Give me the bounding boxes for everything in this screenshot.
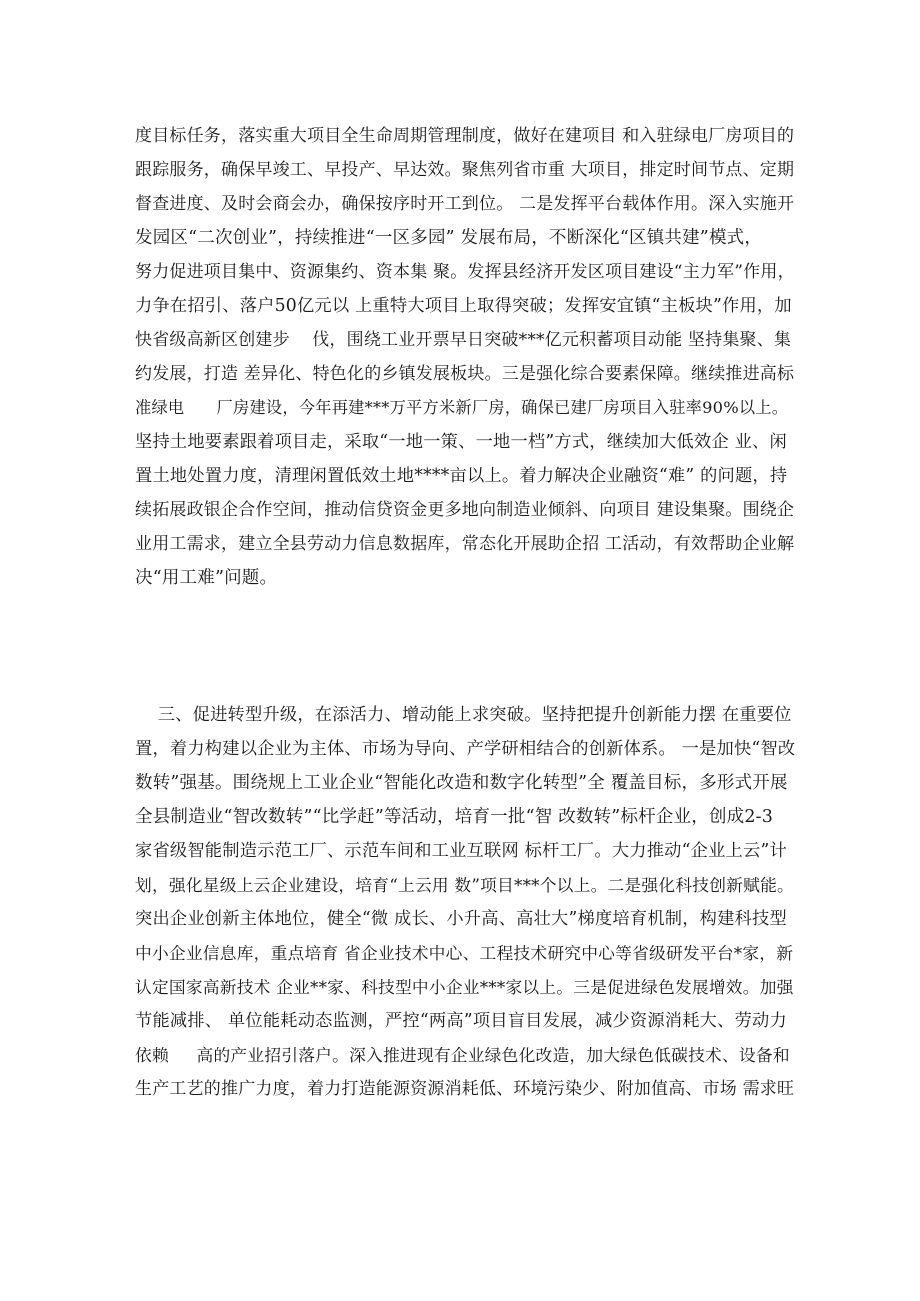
text-line: 业用工需求，建立全县劳动力信息数据库，常态化开展助企招 工活动，有效帮助企业解 bbox=[135, 534, 795, 554]
text-line: 决“用工难”问题。 bbox=[135, 568, 278, 588]
text-line: 置，着力构建以企业为主体、市场为导向、产学研相结合的创新体系。 一是加快“智改 bbox=[135, 739, 796, 759]
text-line: 坚持土地要素跟着项目走，采取“一地一策、一地一档”方式，继续加大低效企 业、闲 bbox=[135, 432, 787, 452]
text-line: 度目标任务，落实重大项目全生命周期管理制度，做好在建项目 和入驻绿电厂房项目的 bbox=[135, 126, 795, 146]
text-line: 快省级高新区创建步 伐，围绕工业开票早日突破***亿元积蓄项目动能 坚持集聚、集 bbox=[135, 330, 792, 350]
text-line: 力争在招引、落户50亿元以 上重特大项目上取得突破；发挥安宜镇“主板块”作用，加 bbox=[135, 296, 792, 316]
text-line: 努力促进项目集中、资源集约、资本集 聚。发挥县经济开发区项目建设“主力军”作用， bbox=[135, 262, 795, 282]
text-line: 发园区“二次创业”，持续推进“一区多园” 发展布局，不断深化“区镇共建”模式， bbox=[135, 228, 763, 248]
text-line: 认定国家高新技术 企业**家、科技型中小企业***家以上。三是促进绿色发展增效。加强 bbox=[135, 977, 794, 997]
text-line: 督查进度、及时会商会办，确保按序时开工到位。 二是发挥平台载体作用。深入实施开 bbox=[135, 194, 795, 214]
text-line: 三、促进转型升级，在添活力、增动能上求突破。坚持把提升创新能力摆 在重要位 bbox=[135, 705, 792, 725]
paragraph bbox=[135, 119, 795, 595]
text-line: 节能减排、 单位能耗动态监测，严控“两高”项目盲目发展，减少资源消耗大、劳动力 bbox=[135, 1011, 787, 1031]
text-line: 准绿电 厂房建设，今年再建***万平方米新厂房，确保已建厂房项目入驻率90%以上。 bbox=[135, 398, 789, 417]
paragraph bbox=[135, 698, 795, 1106]
text-line: 跟踪服务，确保早竣工、早投产、早达效。聚焦列省市重 大项目，排定时间节点、定期 bbox=[135, 160, 795, 180]
text-line: 置土地处置力度，清理闲置低效土地****亩以上。着力解决企业融资“难” 的问题，持 bbox=[135, 466, 788, 486]
text-line: 突出企业创新主体地位，健全“微 成长、小升高、高壮大”梯度培育机制，构建科技型 bbox=[135, 909, 787, 929]
text-line: 续拓展政银企合作空间，推动信贷资金更多地向制造业倾斜、向项目 建设集聚。围绕企 bbox=[135, 500, 795, 520]
text-line: 约发展，打造 差异化、特色化的乡镇发展板块。三是强化综合要素保障。继续推进高标 bbox=[135, 364, 795, 384]
text-line: 家省级智能制造示范工厂、示范车间和工业互联网 标杆工厂。大力推动“企业上云”计 bbox=[135, 841, 787, 861]
text-line: 依赖 高的产业招引落户。深入推进现有企业绿色化改造，加大绿色低碳技术、设备和 bbox=[135, 1045, 790, 1065]
text-line: 划，强化星级上云企业建设，培育“上云用 数”项目***个以上。二是强化科技创新赋能。 bbox=[135, 875, 794, 895]
text-line: 全县制造业“智改数转”“比学赶”等活动，培育一批“智 改数转”标杆企业，创成2-3 bbox=[135, 807, 774, 827]
text-line: 生产工艺的推广力度，着力打造能源资源消耗低、环境污染少、附加值高、市场 需求旺 bbox=[135, 1079, 795, 1099]
text-line: 中小企业信息库，重点培育 省企业技术中心、工程技术研究中心等省级研发平台*家，新 bbox=[135, 943, 794, 963]
text-line: 数转”强基。围绕规上工业企业“智能化改造和数字化转型”全 覆盖目标，多形式开展 bbox=[135, 773, 788, 793]
